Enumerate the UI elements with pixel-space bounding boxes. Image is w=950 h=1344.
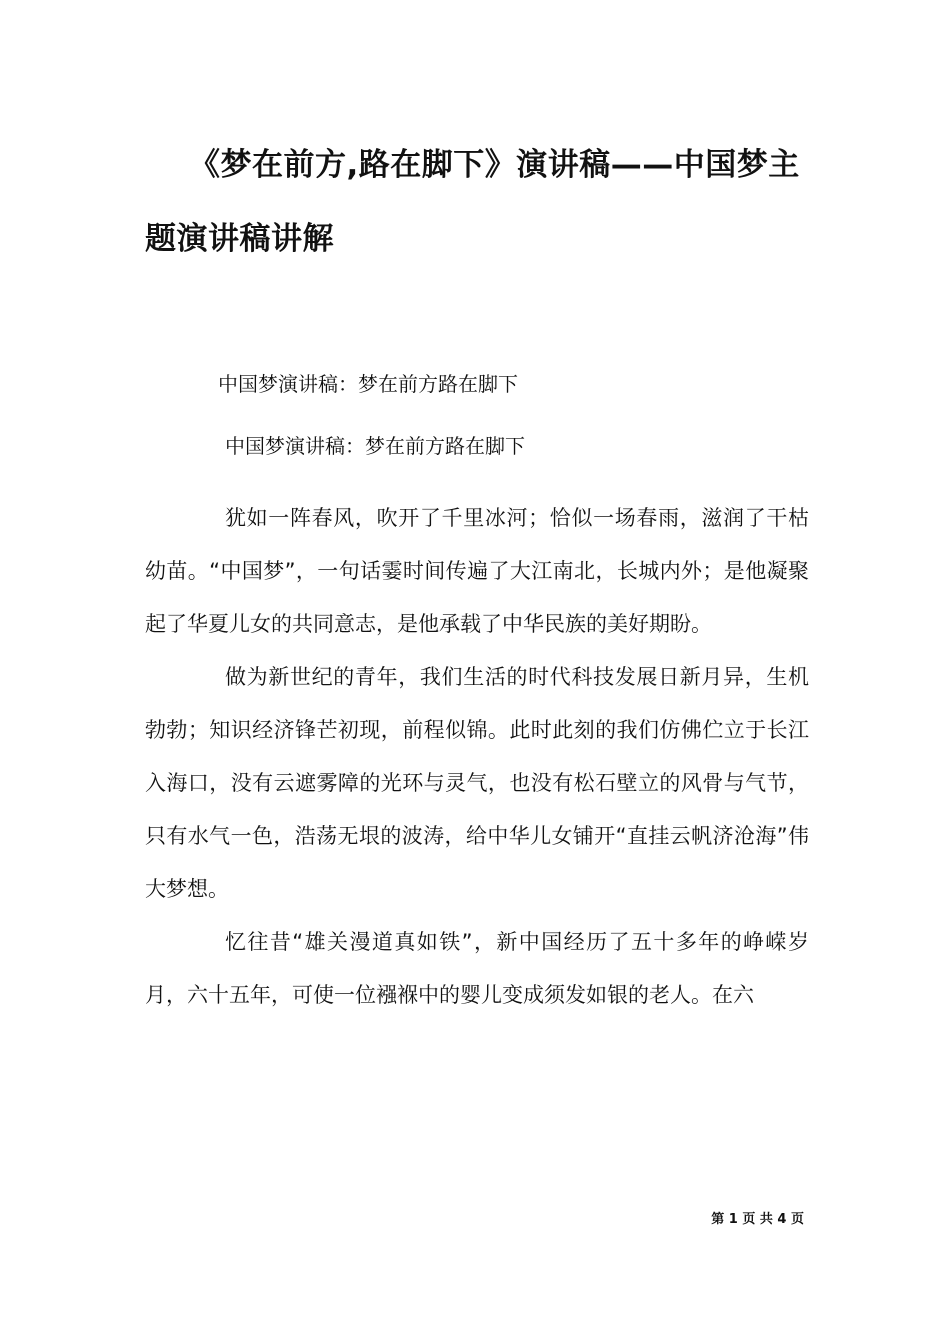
document-title: 《梦在前方,路在脚下》演讲稿——中国梦主题演讲稿讲解 (145, 147, 800, 257)
paragraph-3: 忆往昔“雄关漫道真如铁”，新中国经历了五十多年的峥嵘岁月，六十五年，可使一位襁褓中的婴儿变成须发如银的老人。在六 (145, 930, 809, 1007)
page-number-footer: 第 1 页 共 4 页 (711, 1212, 804, 1227)
paragraph-1: 犹如一阵春风，吹开了千里冰河；恰似一场春雨，滋润了干枯幼苗。“中国梦”，一句话霎时间传遍了大江南北，长城内外；是他凝聚起了华夏儿女的共同意志，是他承载了中华民族的美好期盼。 (145, 506, 809, 636)
subheading-1: 中国梦演讲稿：梦在前方路在脚下 (218, 372, 518, 396)
paragraph-2: 做为新世纪的青年，我们生活的时代科技发展日新月异，生机勃勃；知识经济锋芒初现，前程似锦。此时此刻的我们仿佛伫立于长江入海口，没有云遮雾障的光环与灵气，也没有松石壁立的风骨与气节，只有水气一色，浩荡无垠的波涛，给中华儿女铺开“直挂云帆济沧海”伟大梦想。 (145, 665, 809, 901)
body-text (145, 492, 809, 1022)
subheading-2: 中国梦演讲稿：梦在前方路在脚下 (225, 434, 525, 458)
